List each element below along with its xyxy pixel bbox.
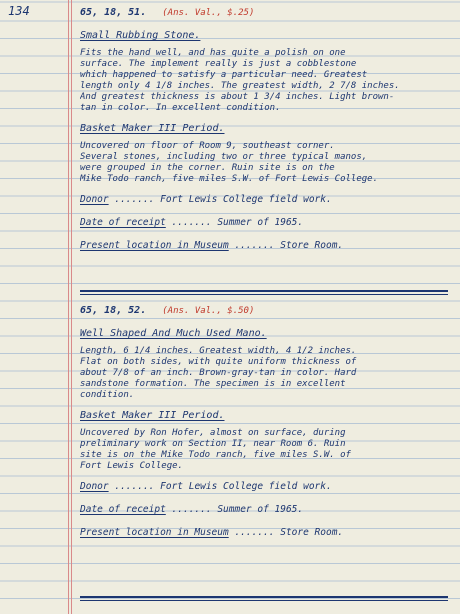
leader-dots: ....... bbox=[234, 240, 275, 251]
description-line: Fits the hand well, and has quite a polish on one bbox=[80, 48, 346, 58]
description-line: condition. bbox=[80, 390, 135, 400]
culture-period: Basket Maker III Period. bbox=[80, 410, 225, 421]
leader-dots: ....... bbox=[114, 194, 155, 205]
location-value: Store Room. bbox=[280, 240, 344, 251]
provenance-text bbox=[80, 428, 448, 472]
description-line: Length, 6 1/4 inches. Greatest width, 4 1/2 inches. bbox=[80, 346, 357, 356]
receipt-label: Date of receipt bbox=[80, 217, 166, 228]
catalog-number: 65, 18, 51. bbox=[80, 7, 147, 18]
location-label: Present location in Museum bbox=[80, 527, 229, 538]
description-line: surface. The implement really is just a cobblestone bbox=[80, 59, 357, 69]
entry-divider bbox=[80, 294, 448, 295]
description-line: sandstone formation. The specimen is in excellent bbox=[80, 379, 346, 389]
artifact-description bbox=[80, 346, 448, 401]
donor-value: Fort Lewis College field work. bbox=[160, 194, 332, 205]
artifact-description bbox=[80, 48, 448, 114]
valuation-note: (Ans. Val., $.25) bbox=[162, 8, 255, 18]
description-line: Flat on both sides, with quite uniform thickness of bbox=[80, 357, 357, 367]
culture-period: Basket Maker III Period. bbox=[80, 123, 225, 134]
entry-divider bbox=[80, 596, 448, 598]
provenance-line: Mike Todo ranch, five miles S.W. of Fort Lewis College. bbox=[80, 174, 379, 184]
valuation-note: (Ans. Val., $.50) bbox=[162, 306, 255, 316]
provenance-line: Fort Lewis College. bbox=[80, 461, 183, 471]
receipt-value: Summer of 1965. bbox=[217, 217, 304, 228]
provenance-line: site is on the Mike Todo ranch, five miles S.W. of bbox=[80, 450, 351, 460]
receipt-value: Summer of 1965. bbox=[217, 504, 304, 515]
artifact-title: Small Rubbing Stone. bbox=[80, 30, 201, 41]
description-line: And greatest thickness is about 1 3/4 inches. Light brown- bbox=[80, 92, 395, 102]
provenance-line: Uncovered on floor of Room 9, southeast corner. bbox=[80, 141, 335, 151]
description-line: length only 4 1/8 inches. The greatest width, 2 7/8 inches. bbox=[80, 81, 400, 91]
donor-row bbox=[80, 191, 448, 208]
leader-dots: ....... bbox=[114, 481, 155, 492]
catalog-number: 65, 18, 52. bbox=[80, 305, 147, 316]
catalog-header bbox=[80, 302, 448, 319]
leader-dots: ....... bbox=[171, 504, 212, 515]
provenance-line: Several stones, including two or three typical manos, bbox=[80, 152, 368, 162]
location-row bbox=[80, 237, 448, 254]
donor-value: Fort Lewis College field work. bbox=[160, 481, 332, 492]
leader-dots: ....... bbox=[234, 527, 275, 538]
receipt-row bbox=[80, 214, 448, 231]
description-line: which happened to satisfy a particular need. Greatest bbox=[80, 70, 368, 80]
entry-divider bbox=[80, 290, 448, 292]
receipt-row bbox=[80, 501, 448, 518]
catalog-entry bbox=[80, 4, 448, 254]
provenance-line: preliminary work on Section II, near Room 6. Ruin bbox=[80, 439, 346, 449]
description-line: about 7/8 of an inch. Brown-gray-tan in color. Hard bbox=[80, 368, 357, 378]
donor-label: Donor bbox=[80, 194, 109, 205]
artifact-title: Well Shaped And Much Used Mano. bbox=[80, 328, 267, 339]
catalog-header bbox=[80, 4, 448, 21]
donor-label: Donor bbox=[80, 481, 109, 492]
location-value: Store Room. bbox=[280, 527, 344, 538]
entry-divider bbox=[80, 600, 448, 601]
provenance-line: were grouped in the corner. Ruin site is on the bbox=[80, 163, 335, 173]
location-row bbox=[80, 524, 448, 541]
leader-dots: ....... bbox=[171, 217, 212, 228]
provenance-text bbox=[80, 141, 448, 185]
page-number: 134 bbox=[8, 4, 30, 18]
receipt-label: Date of receipt bbox=[80, 504, 166, 515]
catalog-entry bbox=[80, 302, 448, 541]
location-label: Present location in Museum bbox=[80, 240, 229, 251]
donor-row bbox=[80, 478, 448, 495]
margin-line-inner bbox=[71, 0, 72, 614]
provenance-line: Uncovered by Ron Hofer, almost on surface, during bbox=[80, 428, 346, 438]
margin-line bbox=[68, 0, 69, 614]
description-line: tan in color. In excellent condition. bbox=[80, 103, 281, 113]
